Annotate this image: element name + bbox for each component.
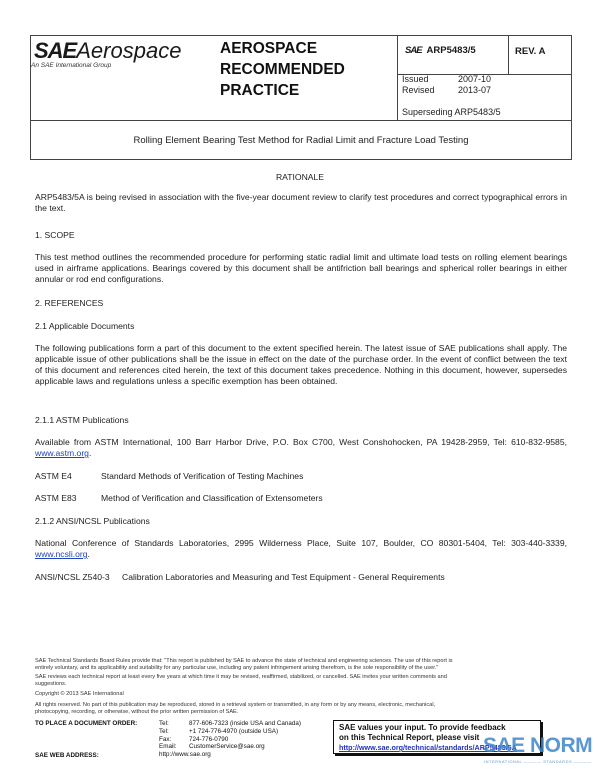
contact-value: +1 724-776-4970 (outside USA)	[189, 727, 279, 735]
doc-number-text: ARP5483/5	[426, 45, 476, 56]
header-divider	[397, 35, 398, 121]
contact-label: Tel:	[159, 720, 169, 727]
issued-value: 2007-10	[458, 74, 492, 84]
contact-list	[159, 720, 301, 759]
ansi-address: National Conference of Standards Laboratories, 2995 Wilderness Place, Suite 107, Boulder, CO 80301-5404, Tel: 303-440-3339,	[35, 538, 567, 548]
astm-heading: 2.1.1 ASTM Publications	[35, 415, 129, 425]
ansi-text: National Conference of Standards Laboratories, 2995 Wilderness Place, Suite 107, Boulder, CO 80301-5404, Tel: 303-440-3339, www.ncsli.org.	[35, 538, 567, 559]
feedback-line: on this Technical Report, please visit	[339, 733, 480, 742]
contact-value: 724-776-0790	[189, 735, 229, 743]
references-heading: 2. REFERENCES	[35, 298, 104, 308]
issued-label: Issued	[402, 74, 429, 84]
applicable-documents-text: The following publications form a part of this document to the extent specified herein. The latest issue of SAE publications shall apply. The applicable issue of other publications shall be the issue in effect on the date of the purchase order. In the event of conflict between the text of this document and references cited herein, the text of this document takes precedence. Nothing in this document, however, supersedes applicable laws and regulations unless a specific exemption has been obtained.	[35, 343, 567, 386]
astm-ref-e83	[35, 493, 323, 503]
feedback-link[interactable]: http://www.sae.org/technical/standards/ARP5483/5A	[339, 743, 517, 752]
footer-line: entirely voluntary, and its applicability and suitability for any particular use, including any patent infringement arising therefrom, is the sole responsibility of the user."	[35, 665, 439, 671]
doc-type-line: RECOMMENDED	[220, 61, 345, 78]
revision-label: REV. A	[515, 46, 546, 57]
footer-line: All rights reserved. No part of this publication may be reproduced, stored in a retrieval system or transmitted, in any form or by any means, electronic, mechanical,	[35, 702, 436, 708]
web-address	[159, 751, 301, 759]
revised-value: 2013-07	[458, 85, 492, 95]
footer-line: suggestions.	[35, 681, 67, 687]
sae-norm-watermark: SAE NORM	[483, 734, 593, 757]
footer-line: photocopying, recording, or otherwise, without the prior written permission of SAE.	[35, 709, 239, 715]
order-label: TO PLACE A DOCUMENT ORDER:	[35, 720, 138, 727]
feedback-line: SAE values your input. To provide feedback	[339, 723, 506, 732]
astm-ref-e4	[35, 471, 303, 481]
ansi-heading: 2.1.2 ANSI/NCSL Publications	[35, 516, 150, 526]
doc-type-line: AEROSPACE	[220, 40, 318, 57]
ref-code: ASTM E83	[35, 493, 77, 503]
astm-address: Available from ASTM International, 100 Barr Harbor Drive, P.O. Box C700, West Conshohocken, PA 19428-2959, Tel: 610-832-9585,	[35, 437, 567, 447]
logo-subtitle: An SAE International Group	[31, 62, 112, 69]
footer-line: SAE Technical Standards Board Rules provide that: "This report is published by SAE to advance the state of technical and engineering sciences. The use of this report is	[35, 658, 453, 664]
contact-label: Fax:	[159, 735, 172, 743]
scope-heading: 1. SCOPE	[35, 230, 75, 240]
logo-aerospace-text: Aerospace	[76, 38, 182, 63]
document-number	[405, 45, 476, 56]
contact-value: 877-606-7323 (inside USA and Canada)	[189, 720, 302, 727]
sae-web-link[interactable]: http://www.sae.org	[159, 751, 211, 759]
footer-review	[35, 674, 447, 688]
sae-aerospace-logo	[34, 40, 181, 62]
footer-line: SAE reviews each technical report at least every five years at which time it may be revised, reaffirmed, stabilized, or cancelled. SAE invites your written comments and	[35, 674, 447, 680]
applicable-documents-heading: 2.1 Applicable Documents	[35, 321, 135, 331]
ref-code: ASTM E4	[35, 471, 72, 481]
contact-tel-usa	[159, 720, 301, 728]
ref-title: Calibration Laboratories and Measuring and Test Equipment - General Requirements	[122, 572, 445, 582]
ncsli-link[interactable]: www.ncsli.org	[35, 549, 88, 559]
email-link[interactable]: CustomerService@sae.org	[189, 743, 265, 751]
footer-rights	[35, 702, 435, 716]
revised-label: Revised	[402, 85, 435, 95]
doc-type-line: PRACTICE	[220, 82, 300, 99]
sae-mini-logo: SAE	[405, 45, 422, 56]
footer-rules	[35, 658, 453, 672]
document-type	[220, 38, 345, 101]
issue-dates	[402, 74, 491, 96]
contact-label: Tel:	[159, 727, 169, 735]
superseding-note: Superseding ARP5483/5	[402, 107, 501, 117]
astm-text: Available from ASTM International, 100 Barr Harbor Drive, P.O. Box C700, West Conshohocken, PA 19428-2959, Tel: 610-832-9585, www.astm.org.	[35, 437, 567, 458]
ref-title: Standard Methods of Verification of Testing Machines	[101, 471, 304, 481]
footer-copyright: Copyright © 2013 SAE International	[35, 691, 124, 697]
rationale-text: ARP5483/5A is being revised in association with the five-year document review to clarify test procedures and correct typographical errors in the text.	[35, 192, 567, 213]
watermark-subtext: INTERNATIONAL ———— STANDARDS ————	[484, 759, 592, 764]
contact-fax	[159, 736, 301, 744]
scope-text: This test method outlines the recommended procedure for performing static radial limit and ultimate load tests on rolling element bearings used in airframe applications. Bearings covered by this document shall be antifriction ball bearings and spherical roller bearings in either annular or rod end configurations.	[35, 252, 567, 284]
ref-title: Method of Verification and Classification of Extensometers	[101, 493, 323, 503]
web-label: SAE WEB ADDRESS:	[35, 752, 99, 759]
rev-divider	[508, 35, 509, 74]
astm-link[interactable]: www.astm.org	[35, 448, 89, 458]
rationale-heading: RATIONALE	[275, 172, 325, 182]
contact-email	[159, 743, 301, 751]
title-text: Rolling Element Bearing Test Method for Radial Limit and Fracture Load Testing	[133, 134, 469, 146]
contact-label: Email:	[159, 743, 177, 751]
ansi-ref-z540	[35, 572, 445, 582]
ref-code: ANSI/NCSL Z540-3	[35, 572, 110, 582]
contact-tel-intl	[159, 728, 301, 736]
document-title	[30, 121, 572, 160]
logo-sae-text: SAE	[34, 38, 77, 63]
